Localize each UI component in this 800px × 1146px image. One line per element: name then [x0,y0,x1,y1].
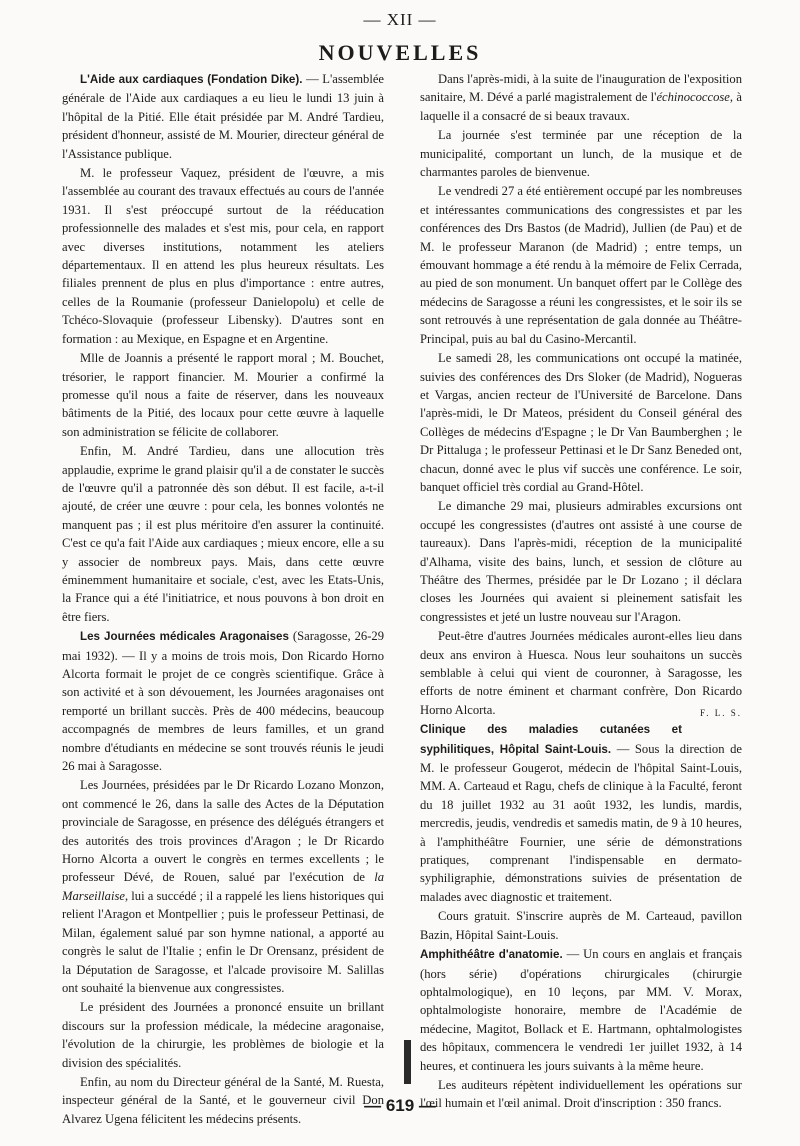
paragraph: La journée s'est terminée par une réception de la municipalité, comportant un lunch, de la musique et de charmantes paroles de bienvenue. [420,128,742,180]
paragraph: Le président des Journées a prononcé ensuite un brillant discours sur la profession médicale, la médecine aragonaise, l'évolution de la chirurgie, les problèmes de biologie et la division des spécialités. [62,1000,384,1070]
author-signature: F. L. S. [699,707,742,718]
section-heading: L'Aide aux cardiaques (Fondation Dike). [80,73,303,86]
paragraph: Cours gratuit. S'inscrire auprès de M. Carteaud, pavillon Bazin, Hôpital Saint-Louis. [420,909,742,942]
section-heading: Amphithéâtre d'anatomie. [420,948,563,962]
paragraph: Enfin, au nom du Directeur général de la Santé, M. Ruesta, inspecteur général de la Santé, et le gouverneur civil Don Alvarez Ugena félicitent les médecins présents. [62,1074,384,1126]
paragraph-text: — L'assemblée générale de l'Aide aux cardiaques a eu lieu le lundi 13 juin à l'hôpital de la Pitié. Elle était présidée par M. André Tardieu, président d'honneur, assisté de M. Mourier, directeur général de l'Assistance publique. [62,72,385,161]
paragraph [62,627,384,775]
left-column [62,70,385,1126]
paragraph: Le dimanche 29 mai, plusieurs admirables excursions ont occupé les congressistes (d'autres ont assisté à une course de taureaux). Dans l'après-midi, réception de la municipalité d'Alhama, visite des bains, lunch, et session de clôture au Théâtre des Thermes, présidée par le Dr Lozano ; il déclara closes les Journées qui avaient si pleinement satisfait les congressistes et jeté un lustre nouveau sur l'Aragon. [420,499,742,624]
paragraph-text: Dans l'après-midi, à la suite de l'inauguration de l'exposition sanitaire, M. Dévé a parlé magistralement de l' [420,72,742,105]
emphasis-text: échinococcose [656,90,730,105]
paragraph [420,627,742,719]
paragraph-text: — Sous la direction de M. le professeur Gougerot, médecin de l'hôpital Saint-Louis, MM. A. Carteaud et Ragu, chefs de clinique à la Faculté, feront du 18 juillet 1932 au 31 août 1932, les lundis, mardis, mercredis, jeudis, vendredis et samedis matin, de 9 à 10 heures, à l'amphithéâtre Fournier, une série de démonstrations pratiques, comprenant l'indispensable en dermato-syphiligraphie, démonstrations suivies de présentation de malades avec diagnostic et traitement. [420,741,742,904]
paragraph: Mlle de Joannis a présenté le rapport moral ; M. Bouchet, trésorier, le rapport financier. M. Mourier a confirmé la promesse qu'il nous a faite de réserver, dans les nouveaux bâtiments de la Pitié, des locaux pour cette œuvre à laquelle son administration se félicite de collaborer. [62,351,384,439]
paragraph: Le samedi 28, les communications ont occupé la matinée, suivies des conférences des Drs Sloker (de Madrid), Nogueras et Vargas, ancien recteur de l'Université de Barcelone. Dans l'après-midi, le Dr Mateos, président du Conseil général des Collèges de médecins d'Espagne ; le Dr Van Baumberghen ; le Dr Pittaluga ; le professeur Pettinasi et le Dr Sanz Beneded ont, chacun, donné avec le plus vif succès une conférence. Le soir, banquet officiel très cordial au Grand-Hôtel. [420,351,742,494]
paragraph-text: , à laquelle il a consacré de si beaux travaux. [420,90,743,123]
paragraph: Le vendredi 27 a été entièrement occupé par les nombreuses et intéressantes communications des congressistes et par les conférences des Drs Bastos (de Madrid), Jullien (de Pau) et de M. le professeur Maranon (de Madrid) ; entre temps, un émouvant hommage a été rendu à la mémoire de Felix Cerrada, au pied de son monument. Un banquet offert par le Collège des médecins de Saragosse a réuni les congressistes, et le soir ils se sont retrouvés à une représentation de gala donnée au Théâtre-Principal, puis au bal du Casino-Mercantil. [420,184,742,346]
paragraph: M. le professeur Vaquez, président de l'œuvre, a mis l'assemblée au courant des travaux effectués au cours de l'année 1931. Il s'est préoccupé surtout de la rééducation professionnelle des malades et s'est mis, pour cela, en rapport avec diverses institutions, notamment les ateliers départementaux. Il en attend les plus heureux résultats. Les filiales prennent de plus en plus d'importance : entre autres, celles de la Roumanie (professeur Danielopolu) et celle de Tchéco-Slovaquie (professeur Libensky). D'autres sont en formation : au Mexique, en Espagne et en Argentine. [62,166,384,346]
page-title: NOUVELLES [318,40,482,65]
paragraph: Les auditeurs répètent individuellement les opérations sur l'œil humain et l'œil animal. Droit d'inscription : 350 francs. [420,1077,742,1111]
binding-mark [404,1040,411,1084]
roman-page-number: — XII — [363,10,437,29]
paragraph [420,70,742,125]
emphasis-text: la Marseillaise [62,870,384,903]
paragraph [62,70,384,163]
paragraph-text: Peut-être d'autres Journées médicales auront-elles lieu dans deux ans environ à Huesca. Nous leur souhaitons un succès semblable à celui qui vient de couronner, à Saragosse, les efforts de notre éminent et charmant confrère, Don Ricardo Horno Alcorta. [420,629,742,717]
paragraph [420,720,742,906]
paragraph [62,776,384,997]
paragraph-text: — Un cours en anglais et français (hors série) d'opérations chirurgicales (chirurgie ophtalmologique), en 10 leçons, par MM. V. Morax, ophtalmologiste honoraire, membre de l'Académie de médecine, Magitot, Bollack et E. Hartmann, ophtalmologistes des hôpitaux, commencera le vendredi 1er juillet 1932, à 14 heures, et continuera les jours suivants à la même heure. [420,947,743,1073]
paragraph [420,945,742,1075]
section-heading: Les Journées médicales Aragonaises [80,630,289,644]
paragraph-text: , lui a succédé ; il a rappelé les liens historiques qui relient l'Aragon et Montpellier ; puis le professeur Pettinasi, de Milan, également salué par son hymne national, a apporté au congrès le salut de l'Italie ; enfin le Dr Orensanz, président de la Députation de Saragosse, et l'alcade provisoire M. Salillas ont souhaité la bienvenue aux congressistes. [62,888,384,995]
paragraph-text: Les Journées, présidées par le Dr Ricardo Lozano Monzon, ont commencé le 26, dans la salle des Actes de la Députation provinciale de Saragosse, en présence des délégués étrangers et des autorités des trois provinces d'Aragon ; le Dr Ricardo Horno Alcorta a ouvert le congrès en termes excellents ; le professeur Dévé, de Rouen, salué par l'exécution de [62,778,384,885]
section-heading: Clinique des maladies cutanées et syphilitiques, Hôpital Saint-Louis. [420,723,682,756]
paragraph: Enfin, M. André Tardieu, dans une allocution très applaudie, exprime le grand plaisir qu'il a de constater le succès de l'œuvre qu'il a patronnée dès son début. Il est facile, a-t-il ajouté, de créer une œuvre : pour cela, les bonnes volontés ne manquent pas ; il est plus méritoire d'en assurer la continuité. C'est ce qu'a fait l'Aide aux cardiaques ; mieux encore, elle a su y associer de nombreux pays. Mais, dans cette œuvre éminemment humanitaire et sociale, c'est, avec les Etats-Unis, la France qui a été l'initiatrice, et nous pouvons à bon droit en être fiers. [62,444,384,624]
right-column [420,70,743,1111]
page-number: — 619 — [364,1096,436,1115]
paragraph-text: (Saragosse, 26-29 mai 1932). — Il y a moins de trois mois, Don Ricardo Horno Alcorta formait le projet de ce congrès scientifique. Grâce à son activité et à son dévouement, les Journées aragonaises ont remporté un brillant succès. Près de 400 médecins, beaucoup accompagnés de membres de leurs familles, et un grand nombre d'étudiants en médecine se sont trouvés réunis le jeudi 26 mai à Saragosse. [62,629,384,774]
